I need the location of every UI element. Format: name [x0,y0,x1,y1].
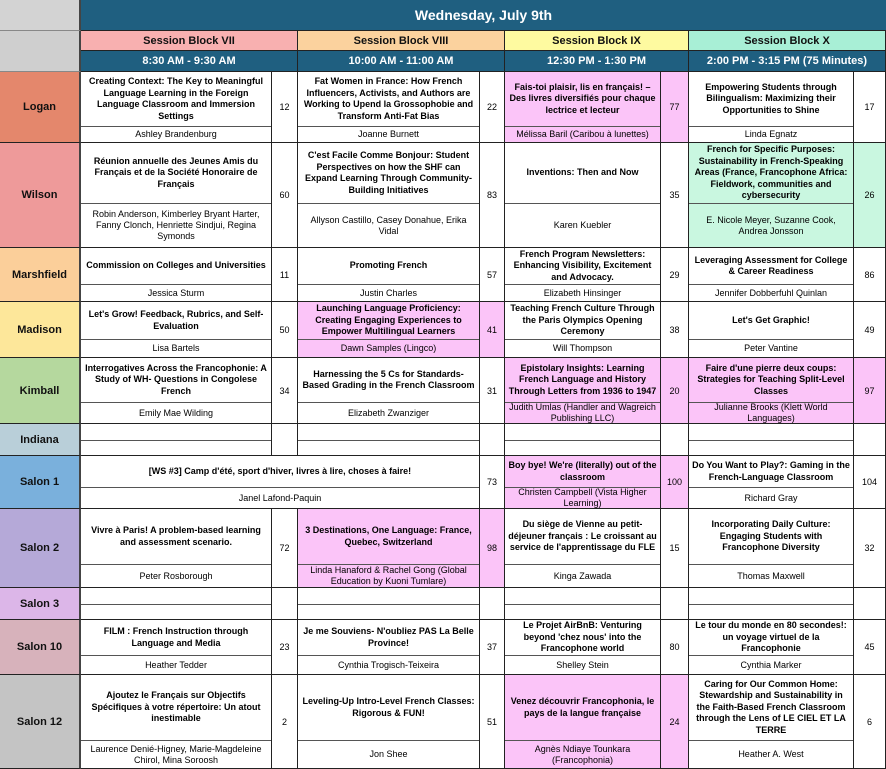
session-number: 15 [660,509,689,588]
session-number: 11 [271,248,298,302]
session-number [853,424,886,456]
session-presenter: Agnès Ndiaye Tounkara (Francophonia) [505,741,660,769]
day-title: Wednesday, July 9th [81,0,886,31]
session-title: Leveling-Up Intro-Level French Classes: Rigorous & FUN! [298,675,479,741]
empty-slot-top [81,424,271,441]
session-presenter: Mélissa Baril (Caribou à lunettes) [505,127,660,143]
session-presenter: Thomas Maxwell [689,565,853,588]
session-block-name: Session Block IX [505,31,689,51]
session-presenter: Joanne Burnett [298,127,479,143]
session-presenter: Emily Mae Wilding [81,403,271,424]
session-title: Do You Want to Play?: Gaming in the French-Language Classroom [689,456,853,488]
session-presenter: Elizabeth Zwanziger [298,403,479,424]
session-number [271,424,298,456]
session-title: Leveraging Assessment for College & Career Readiness [689,248,853,285]
session-number [271,588,298,620]
session-number: 12 [271,72,298,143]
session-presenter: Robin Anderson, Kimberley Bryant Harter, Fanny Clonch, Henriette Sindjui, Regina Symonds [81,204,271,248]
empty-slot-bottom [689,441,853,456]
session-block-time: 12:30 PM - 1:30 PM [505,51,689,72]
session-presenter: Peter Rosborough [81,565,271,588]
session-title: [WS #3] Camp d'été, sport d'hiver, livres à lire, choses à faire! [81,456,479,488]
session-presenter: Judith Umlas (Handler and Wagreich Publishing LLC) [505,403,660,424]
session-presenter: Shelley Stein [505,656,660,675]
session-block-time: 10:00 AM - 11:00 AM [298,51,505,72]
session-number: 51 [479,675,505,769]
session-title: Let's Grow! Feedback, Rubrics, and Self-Evaluation [81,302,271,340]
session-number: 80 [660,620,689,675]
empty-slot-bottom [505,441,660,456]
session-number: 29 [660,248,689,302]
session-presenter: Julianne Brooks (Klett World Languages) [689,403,853,424]
session-number: 23 [271,620,298,675]
empty-slot-bottom [505,605,660,620]
session-title: Le Projet AirBnB: Venturing beyond 'chez nous' into the Francophone world [505,620,660,656]
session-title: French Program Newsletters: Enhancing Visibility, Excitement and Advocacy. [505,248,660,285]
room-header-cell [0,31,81,72]
room-label: Salon 1 [0,456,81,509]
session-presenter: Allyson Castillo, Casey Donahue, Erika Vidal [298,204,479,248]
session-block-name: Session Block VII [81,31,298,51]
session-title: Boy bye! We're (literally) out of the classroom [505,456,660,488]
session-title: 3 Destinations, One Language: France, Quebec, Switzerland [298,509,479,565]
session-title: Fat Women in France: How French Influencers, Activists, and Authors are Working to Upend la Grossophobie and Transform Anti-Fat Bias [298,72,479,127]
session-title: Faire d'une pierre deux coups: Strategies for Teaching Split-Level Classes [689,358,853,403]
session-title: Epistolary Insights: Learning French Language and History Through Letters from 1936 to 1947 [505,358,660,403]
session-title: Interrogatives Across the Francophonie: A Study of WH- Questions in Congolese French [81,358,271,403]
session-number: 22 [479,72,505,143]
empty-slot-top [298,424,479,441]
empty-slot-bottom [298,605,479,620]
session-title: FILM : French Instruction through Language and Media [81,620,271,656]
session-presenter: Jessica Sturm [81,285,271,302]
session-presenter: Janel Lafond-Paquin [81,488,479,509]
empty-slot-top [505,424,660,441]
session-number: 38 [660,302,689,358]
room-label: Logan [0,72,81,143]
session-presenter: Will Thompson [505,340,660,358]
session-number: 73 [479,456,505,509]
session-presenter: Christen Campbell (Vista Higher Learning) [505,488,660,509]
session-title: Du siège de Vienne au petit-déjeuner français : Le croissant au service de l'apprentissage du FLE [505,509,660,565]
session-title: Promoting French [298,248,479,285]
empty-slot-top [298,588,479,605]
empty-slot-top [689,424,853,441]
session-number: 72 [271,509,298,588]
session-presenter: Heather Tedder [81,656,271,675]
room-label: Salon 10 [0,620,81,675]
room-label: Indiana [0,424,81,456]
session-number [479,588,505,620]
session-number: 41 [479,302,505,358]
session-presenter: Cynthia Trogisch-Teixeira [298,656,479,675]
session-title: C'est Facile Comme Bonjour: Student Perspectives on how the SHF can Expand Learning Through Community-Building Initiatives [298,143,479,204]
empty-slot-bottom [689,605,853,620]
session-presenter: Ashley Brandenburg [81,127,271,143]
session-presenter: Lisa Bartels [81,340,271,358]
session-number: 26 [853,143,886,248]
session-number: 31 [479,358,505,424]
session-block-time: 8:30 AM - 9:30 AM [81,51,298,72]
session-presenter: Peter Vantine [689,340,853,358]
session-presenter: Heather A. West [689,741,853,769]
session-title: Vivre à Paris! A problem-based learning and assessment scenario. [81,509,271,565]
session-title: Venez découvrir Francophonia, le pays de la langue française [505,675,660,741]
session-presenter: E. Nicole Meyer, Suzanne Cook, Andrea Jonsson [689,204,853,248]
session-number: 60 [271,143,298,248]
session-number: 35 [660,143,689,248]
session-number: 83 [479,143,505,248]
session-presenter: Cynthia Marker [689,656,853,675]
session-number: 100 [660,456,689,509]
session-number: 24 [660,675,689,769]
session-number: 34 [271,358,298,424]
session-number: 97 [853,358,886,424]
corner-cell [0,0,81,31]
session-number: 86 [853,248,886,302]
room-label: Salon 3 [0,588,81,620]
session-title: Let's Get Graphic! [689,302,853,340]
session-presenter: Linda Hanaford & Rachel Gong (Global Education by Kuoni Tumlare) [298,565,479,588]
session-presenter: Kinga Zawada [505,565,660,588]
room-label: Marshfield [0,248,81,302]
empty-slot-bottom [81,441,271,456]
session-title: Ajoutez le Français sur Objectifs Spécifiques à votre répertoire: Un atout inestimable [81,675,271,741]
room-label: Salon 12 [0,675,81,769]
session-title: Harnessing the 5 Cs for Standards-Based Grading in the French Classroom [298,358,479,403]
session-number: 17 [853,72,886,143]
session-number [479,424,505,456]
session-number: 20 [660,358,689,424]
session-title: Commission on Colleges and Universities [81,248,271,285]
session-presenter: Laurence Denié-Higney, Marie-Magdeleine Chirol, Mina Soroosh [81,741,271,769]
session-presenter: Linda Egnatz [689,127,853,143]
room-label: Salon 2 [0,509,81,588]
session-title: Empowering Students through Bilingualism: Maximizing their Opportunities to Shine [689,72,853,127]
session-title: Inventions: Then and Now [505,143,660,204]
session-number: 49 [853,302,886,358]
session-title: Caring for Our Common Home: Stewardship and Sustainability in the Faith-Based French Classroom through the Lens of LE CIEL ET LA TERRE [689,675,853,741]
session-title: Incorporating Daily Culture: Engaging Students with Francophone Diversity [689,509,853,565]
empty-slot-bottom [298,441,479,456]
session-presenter: Jennifer Dobberfuhl Quinlan [689,285,853,302]
session-number: 77 [660,72,689,143]
session-number: 57 [479,248,505,302]
session-number: 98 [479,509,505,588]
empty-slot-top [689,588,853,605]
room-label: Kimball [0,358,81,424]
session-presenter: Karen Kuebler [505,204,660,248]
session-number: 6 [853,675,886,769]
session-block-time: 2:00 PM - 3:15 PM (75 Minutes) [689,51,886,72]
session-title: Launching Language Proficiency: Creating Engaging Experiences to Empower Multilingual Learners [298,302,479,340]
session-number [660,424,689,456]
session-number: 50 [271,302,298,358]
session-number: 45 [853,620,886,675]
session-number [853,588,886,620]
session-title: Fais-toi plaisir, lis en français! – Des livres diversifiés pour chaque lectrice et lecteur [505,72,660,127]
empty-slot-top [81,588,271,605]
room-label: Madison [0,302,81,358]
session-block-name: Session Block X [689,31,886,51]
session-number [660,588,689,620]
session-title: Réunion annuelle des Jeunes Amis du Français et de la Société Honoraire de Français [81,143,271,204]
session-title: Je me Souviens- N'oubliez PAS La Belle Province! [298,620,479,656]
session-number: 32 [853,509,886,588]
session-presenter: Dawn Samples (Lingco) [298,340,479,358]
room-label: Wilson [0,143,81,248]
session-number: 2 [271,675,298,769]
session-presenter: Elizabeth Hinsinger [505,285,660,302]
session-title: French for Specific Purposes: Sustainability in French-Speaking Areas (France, Francophone Africa: Fieldwork, communities and cybersecurity [689,143,853,204]
session-title: Teaching French Culture Through the Paris Olympics Opening Ceremony [505,302,660,340]
session-title: Creating Context: The Key to Meaningful Language Learning in the Foreign Language Classroom and Immersion Settings [81,72,271,127]
session-number: 104 [853,456,886,509]
session-presenter: Jon Shee [298,741,479,769]
session-presenter: Richard Gray [689,488,853,509]
session-presenter: Justin Charles [298,285,479,302]
empty-slot-top [505,588,660,605]
session-title: Le tour du monde en 80 secondes!: un voyage virtuel de la Francophonie [689,620,853,656]
empty-slot-bottom [81,605,271,620]
session-block-name: Session Block VIII [298,31,505,51]
session-number: 37 [479,620,505,675]
